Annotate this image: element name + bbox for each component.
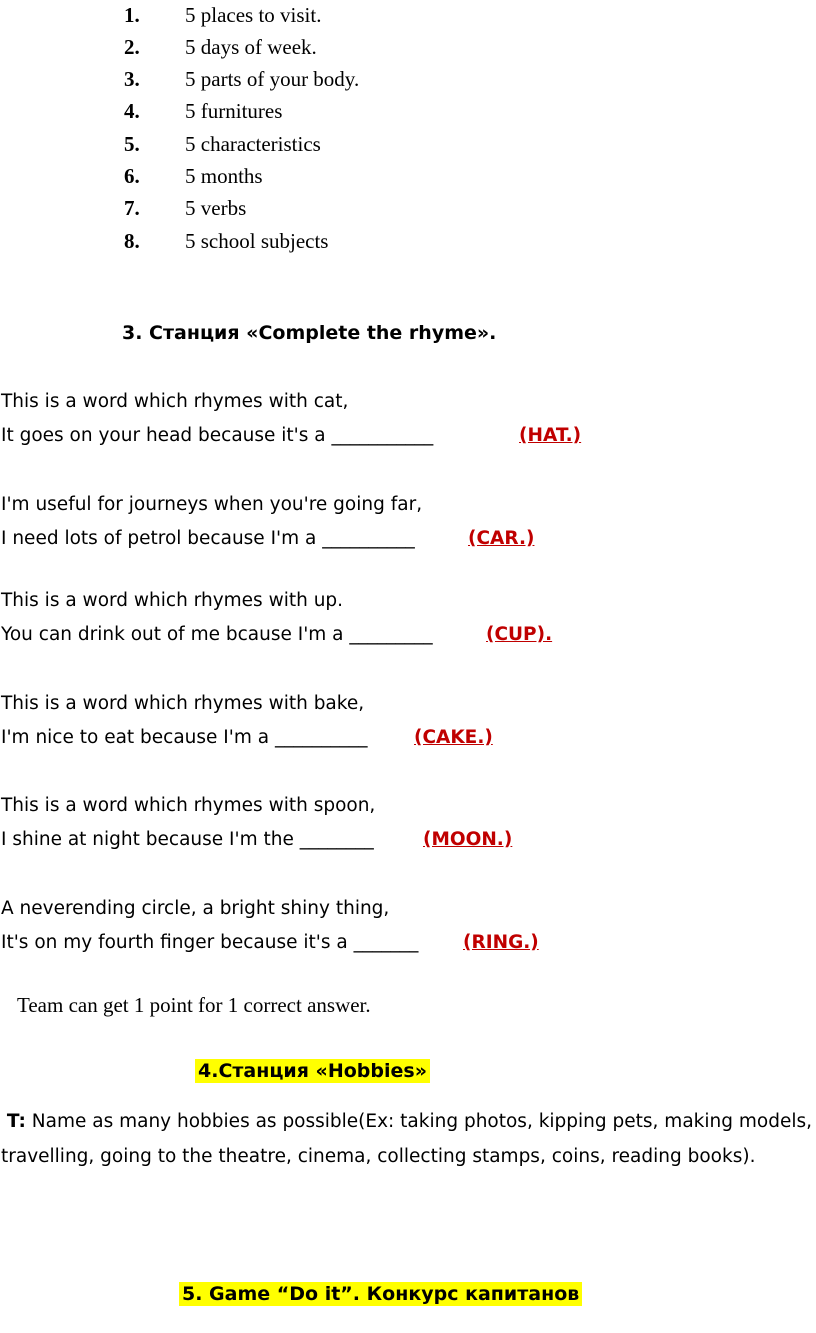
rhyme-line: This is a word which rhymes with spoon, xyxy=(1,795,376,816)
list-number: 7. xyxy=(124,196,140,220)
rhyme-line: This is a word which rhymes with cat, xyxy=(1,391,349,412)
rhyme-answer: (RING.) xyxy=(463,932,539,953)
rhyme-line: I'm nice to eat because I'm a __________ xyxy=(1,727,368,748)
rhyme-line: It goes on your head because it's a ___________ xyxy=(1,425,434,446)
rhyme-answer: (CUP). xyxy=(486,624,553,645)
rhyme-answer: (HAT.) xyxy=(519,425,582,446)
list-item: 5 days of week. xyxy=(185,35,317,59)
list-number: 1. xyxy=(124,3,140,27)
section-3-heading: 3. Станция «Complete the rhyme». xyxy=(122,322,497,344)
list-item: 5 school subjects xyxy=(185,229,329,253)
rhyme-answer: (CAR.) xyxy=(468,528,535,549)
list-item: 5 verbs xyxy=(185,196,247,220)
rhyme-line: You can drink out of me bcause I'm a _________ xyxy=(1,624,433,645)
rhyme-answer: (CAKE.) xyxy=(414,727,493,748)
rhyme-answer: (MOON.) xyxy=(423,829,513,850)
scoring-note: Team can get 1 point for 1 correct answer. xyxy=(17,993,371,1017)
rhyme-line: I need lots of petrol because I'm a __________ xyxy=(1,528,415,549)
section-4-heading: 4.Станция «Hobbies» xyxy=(195,1059,430,1083)
list-number: 6. xyxy=(124,164,140,188)
section-5-heading: 5. Game “Do it”. Конкурс капитанов xyxy=(179,1282,582,1306)
list-item: 5 months xyxy=(185,164,263,188)
list-number: 5. xyxy=(124,132,140,156)
rhyme-line: A neverending circle, a bright shiny thing, xyxy=(1,898,390,919)
list-item: 5 furnitures xyxy=(185,99,283,123)
rhyme-line: It's on my fourth finger because it's a _______ xyxy=(1,932,419,953)
list-number: 4. xyxy=(124,99,140,123)
rhyme-line: I'm useful for journeys when you're going far, xyxy=(1,494,423,515)
rhyme-line: This is a word which rhymes with up. xyxy=(1,590,344,611)
list-number: 2. xyxy=(124,35,140,59)
hobbies-paragraph xyxy=(1,1104,813,1174)
list-item: 5 characteristics xyxy=(185,132,321,156)
list-number: 3. xyxy=(124,67,140,91)
rhyme-line: This is a word which rhymes with bake, xyxy=(1,693,365,714)
list-item: 5 parts of your body. xyxy=(185,67,360,91)
rhyme-line: I shine at night because I'm the ________ xyxy=(1,829,374,850)
list-number: 8. xyxy=(124,229,140,253)
hobbies-text: Name as many hobbies as possible(Ex: taking photos, kipping pets, making models, travelling, going to the theatre, cinema, collecting stamps, coins, reading books). xyxy=(1,1111,812,1167)
teacher-label: T: xyxy=(6,1111,26,1132)
list-item: 5 places to visit. xyxy=(185,3,322,27)
